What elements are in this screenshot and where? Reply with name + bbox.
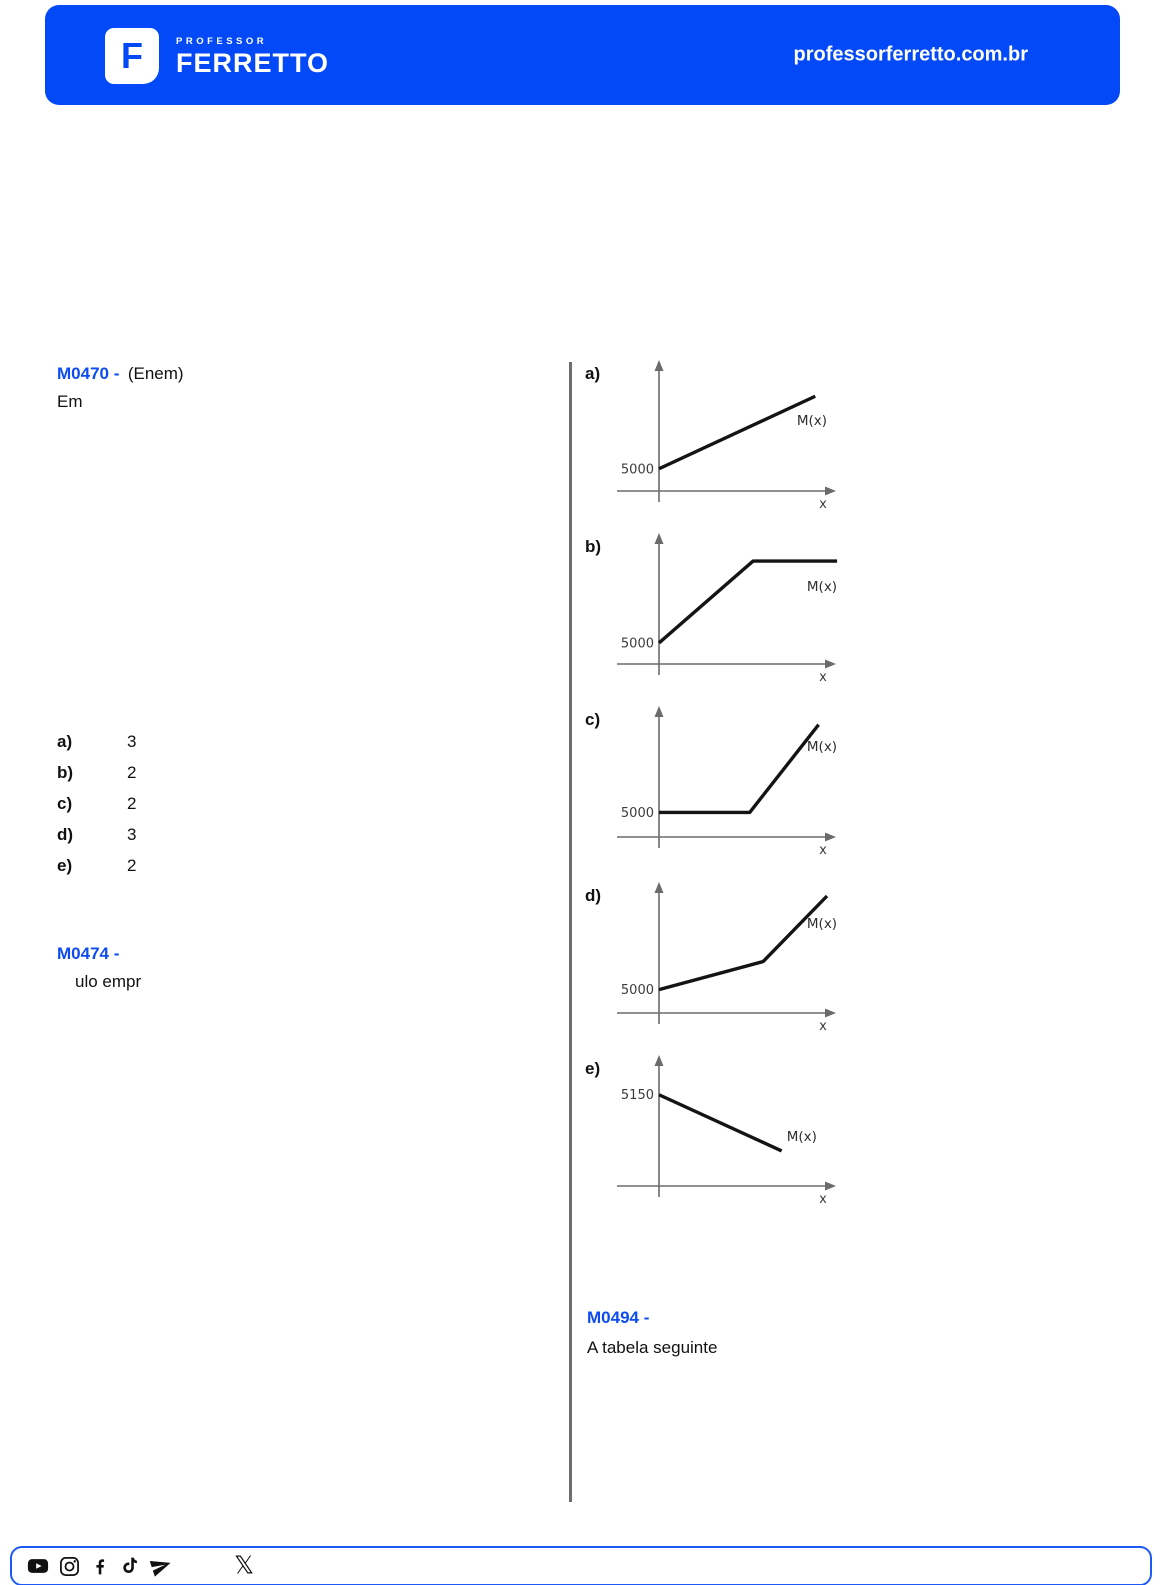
- svg-text:5150: 5150: [620, 1088, 654, 1104]
- svg-text:M(x): M(x): [806, 738, 838, 755]
- question-m0474-heading: [57, 944, 119, 964]
- option-letter: c): [57, 794, 73, 813]
- graph-letter: c): [585, 710, 601, 729]
- graph-letter: a): [585, 364, 601, 383]
- tiktok-icon[interactable]: [120, 1556, 140, 1576]
- question-source: (Enem): [127, 364, 184, 383]
- logo-letter: F: [121, 35, 143, 76]
- svg-text:x: x: [819, 1192, 827, 1207]
- graph-option-b: [585, 529, 850, 687]
- option-value: 2: [127, 763, 137, 782]
- social-icons-row: [27, 1555, 172, 1577]
- instagram-icon[interactable]: [59, 1556, 80, 1577]
- svg-text:5000: 5000: [620, 636, 654, 652]
- facebook-icon[interactable]: [90, 1556, 110, 1576]
- youtube-icon[interactable]: [27, 1555, 49, 1577]
- graph-letter: b): [585, 537, 602, 556]
- question-m0470-body: Em: [57, 392, 83, 411]
- svg-text:x: x: [819, 497, 827, 512]
- option-value: 2: [127, 856, 137, 875]
- logo-wordmark: [176, 36, 329, 77]
- svg-text:5000: 5000: [620, 805, 654, 821]
- question-code: M0470 -: [57, 364, 120, 383]
- svg-text:x: x: [819, 843, 827, 858]
- graph-letter: d): [585, 886, 602, 905]
- option-value: 3: [127, 825, 137, 844]
- question-m0494-body: A tabela seguinte: [587, 1338, 718, 1357]
- option-letter: a): [57, 732, 73, 751]
- graph-option-e: [585, 1051, 850, 1209]
- svg-text:M(x): M(x): [806, 578, 838, 595]
- option-letter: e): [57, 856, 73, 875]
- question-m0474-body: ulo empr: [75, 972, 142, 991]
- graph-option-d: [585, 878, 850, 1036]
- footer-bar: [10, 1546, 1152, 1585]
- logo-f-icon: [105, 28, 159, 84]
- svg-text:5000: 5000: [620, 462, 654, 478]
- svg-text:5000: 5000: [620, 983, 654, 999]
- svg-text:x: x: [819, 1019, 827, 1034]
- graph-d-plot: [599, 878, 843, 1036]
- x-twitter-icon[interactable]: 𝕏: [234, 1550, 255, 1580]
- brand-bottom-text: FERRETTO: [176, 47, 330, 78]
- telegram-icon[interactable]: [150, 1555, 172, 1577]
- svg-text:M(x): M(x): [796, 412, 827, 429]
- graph-b-plot: [599, 529, 843, 687]
- option-letter: b): [57, 763, 74, 782]
- graph-e-plot: [599, 1051, 843, 1209]
- graph-letter: e): [585, 1059, 601, 1078]
- graph-option-c: [585, 702, 850, 860]
- column-divider: [569, 362, 572, 1502]
- answer-option-d: [57, 819, 136, 850]
- graph-c-plot: [599, 702, 843, 860]
- answer-options-list: [57, 726, 136, 881]
- answer-option-e: [57, 850, 136, 881]
- question-code: M0494 -: [587, 1308, 650, 1327]
- brand-top-text: PROFESSOR: [176, 35, 268, 47]
- professor-ferretto-logo: [105, 28, 329, 84]
- question-m0494-heading: [587, 1308, 649, 1328]
- option-letter: d): [57, 825, 74, 844]
- option-value: 3: [127, 732, 137, 751]
- graph-a-plot: [599, 356, 843, 514]
- svg-text:M(x): M(x): [786, 1128, 817, 1145]
- option-value: 2: [127, 794, 137, 813]
- graph-option-a: [585, 356, 850, 514]
- answer-option-a: [57, 726, 136, 757]
- answer-option-b: [57, 757, 136, 788]
- site-url-link[interactable]: professorferretto.com.br: [793, 43, 1028, 66]
- question-m0470-heading: [57, 364, 184, 384]
- answer-option-c: [57, 788, 136, 819]
- svg-text:x: x: [819, 670, 827, 685]
- question-code: M0474 -: [57, 944, 120, 963]
- header-bar: [45, 5, 1120, 105]
- svg-text:M(x): M(x): [806, 916, 838, 933]
